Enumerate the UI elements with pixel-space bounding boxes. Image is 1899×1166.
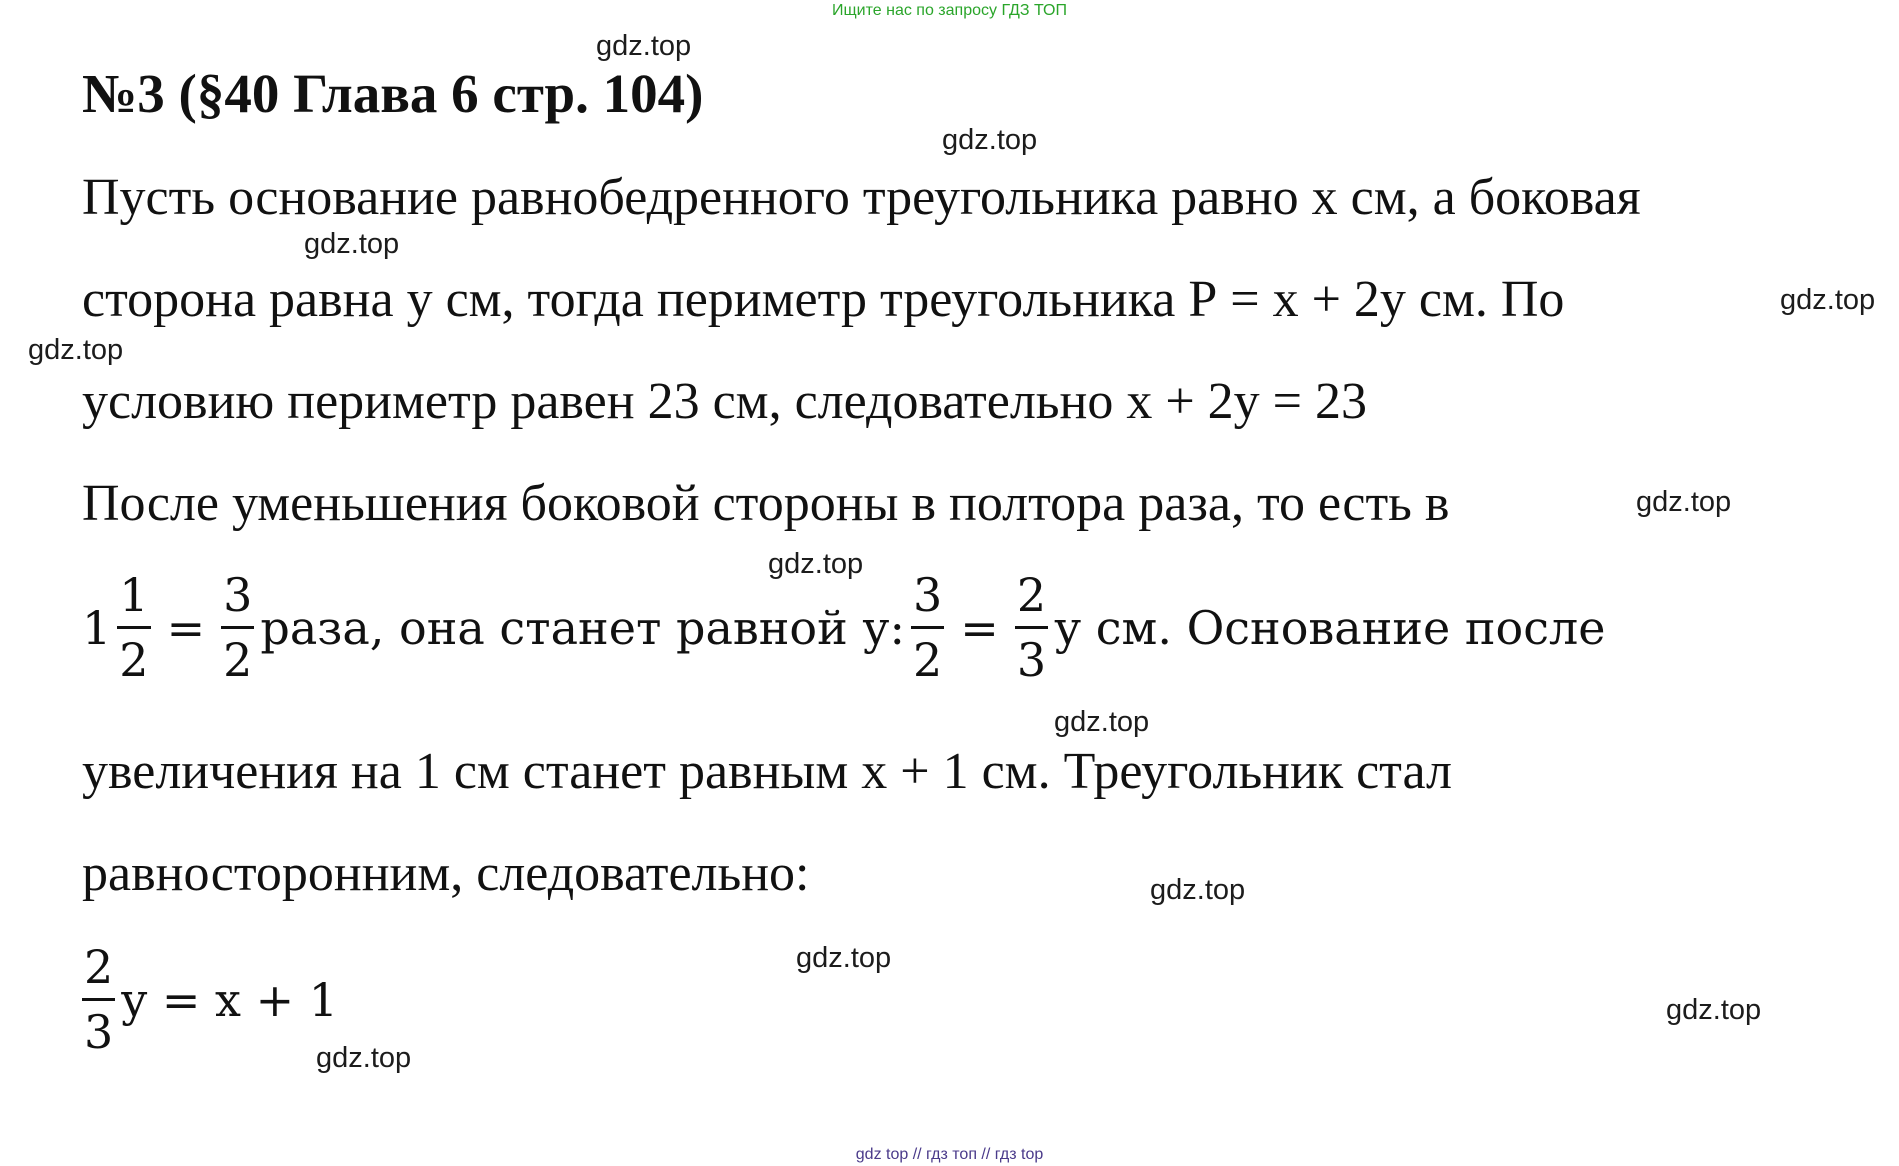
watermark: gdz.top [1636,486,1732,518]
watermark: gdz.top [316,1042,412,1074]
fraction-denominator: 2 [912,633,943,687]
text-line-2: сторона равна у см, тогда периметр треугольника Р = х + 2у см. По [82,271,1565,328]
text-line-5: увеличения на 1 см станет равным х + 1 см. Треугольник стал [82,743,1453,800]
watermark: gdz.top [596,30,692,62]
fraction-bar [911,626,944,629]
text-line-6: равносторонним, следовательно: [82,845,810,902]
math-text-segment: раза, она станет равной у: [260,600,905,655]
fraction-bar [221,626,254,629]
fraction-numerator: 3 [912,568,943,622]
text-line-4: После уменьшения боковой стороны в полтора раза, то есть в [82,475,1450,532]
fraction-bar [117,626,150,629]
equation-rest: y = x + 1 [121,972,339,1027]
fraction-denominator: 2 [223,633,253,687]
final-equation [82,940,339,1059]
fraction-numerator: 2 [1016,568,1047,622]
equals-sign: = [166,600,206,655]
top-banner: Ищите нас по запросу ГДЗ ТОП [832,2,1067,19]
watermark: gdz.top [1780,284,1876,316]
watermark: gdz.top [768,548,864,580]
watermark: gdz.top [1666,994,1762,1026]
fraction-numerator: 3 [223,568,253,622]
watermark: gdz.top [796,942,892,974]
fraction-denominator: 3 [1016,633,1047,687]
fraction-three-halves [221,568,254,687]
watermark: gdz.top [942,124,1038,156]
watermark: gdz.top [1054,706,1150,738]
fraction-one-half [117,568,150,687]
watermark: gdz.top [1150,874,1246,906]
math-line-fractions [82,568,1606,687]
fraction-bar [1015,626,1048,629]
equals-sign: = [960,600,999,655]
mixed-number-whole: 1 [82,600,112,655]
text-line-1: Пусть основание равнобедренного треугольника равно х см, а боковая [82,169,1641,226]
text-line-3: условию периметр равен 23 см, следовательно х + 2у = 23 [82,373,1367,430]
fraction-numerator: 2 [84,940,114,994]
problem-title: №3 (§40 Глава 6 стр. 104) [82,63,704,124]
fraction-three-halves-2 [911,568,944,687]
fraction-numerator: 1 [119,568,149,622]
math-text-segment: у см. Основание после [1054,600,1606,655]
fraction-denominator: 3 [84,1005,114,1059]
fraction-bar [82,998,115,1001]
watermark: gdz.top [28,334,124,366]
fraction-two-thirds-final [82,940,115,1059]
fraction-denominator: 2 [119,633,149,687]
fraction-two-thirds [1015,568,1048,687]
watermark: gdz.top [304,228,400,260]
footer-watermark: gdz top // гдз топ // гдз top [855,1146,1044,1163]
